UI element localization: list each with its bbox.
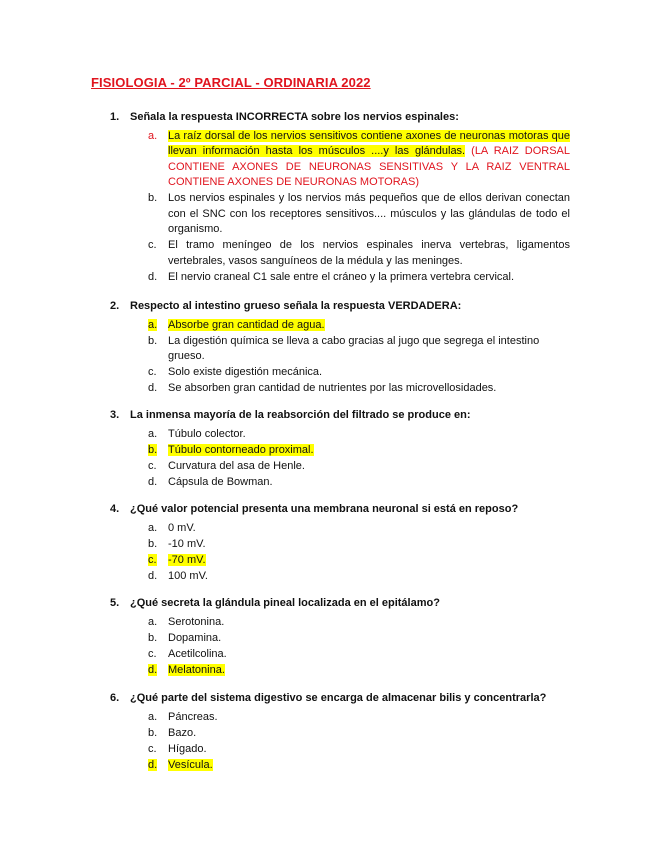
option-c bbox=[148, 553, 570, 569]
options-list bbox=[148, 427, 570, 491]
options-list bbox=[148, 318, 570, 397]
question-2 bbox=[110, 299, 570, 397]
option-text-highlighted: Absorbe gran cantidad de agua. bbox=[168, 318, 325, 331]
option-text: -10 mV. bbox=[168, 537, 206, 550]
option-letter: d. bbox=[148, 382, 158, 394]
option-text: El tramo meníngeo de los nervios espinales inerva vertebras, ligamentos vertebrales, vasos sanguíneos de la médula y las meninges. bbox=[168, 239, 570, 267]
option-a bbox=[148, 318, 570, 334]
option-text-highlighted: Melatonina. bbox=[168, 663, 225, 676]
option-letter: b. bbox=[148, 192, 158, 204]
option-text: El nervio craneal C1 sale entre el cráneo y la primera vertebra cervical. bbox=[168, 270, 515, 283]
option-a bbox=[148, 521, 570, 537]
options-list bbox=[148, 710, 570, 774]
option-text-highlighted: Túbulo contorneado proximal. bbox=[168, 443, 314, 456]
question-text: ¿Qué parte del sistema digestivo se encarga de almacenar bilis y concentrarla? bbox=[130, 692, 547, 704]
option-d bbox=[148, 475, 570, 491]
page-title: FISIOLOGIA - 2º PARCIAL - ORDINARIA 2022 bbox=[91, 75, 371, 90]
option-letter: b. bbox=[148, 334, 158, 347]
option-b bbox=[148, 726, 570, 742]
question-number: 1. bbox=[110, 111, 120, 123]
option-text: Páncreas. bbox=[168, 710, 218, 723]
question-number: 3. bbox=[110, 409, 120, 421]
question-number: 5. bbox=[110, 597, 120, 609]
option-letter: a. bbox=[148, 129, 158, 142]
option-text-highlighted: La raíz dorsal de los nervios sensitivos contiene axones de neuronas motoras que llevan información hasta los músculos ....y las glándulas. bbox=[168, 129, 570, 157]
answer-note: (LA RAIZ DORSAL CONTIENE AXONES DE NEURONAS SENSITIVAS Y LA RAIZ VENTRAL CONTIENE AXONES DE NEURONAS MOTORAS) bbox=[168, 145, 571, 188]
option-letter: c. bbox=[148, 459, 157, 472]
option-letter: c. bbox=[148, 366, 157, 378]
options-list bbox=[148, 129, 570, 286]
option-d bbox=[148, 758, 570, 774]
option-c bbox=[148, 742, 570, 758]
option-letter: d. bbox=[148, 569, 158, 582]
option-letter: c. bbox=[148, 647, 157, 660]
option-text: Dopamina. bbox=[168, 631, 222, 644]
option-a bbox=[148, 710, 570, 726]
option-c bbox=[148, 365, 570, 381]
option-a bbox=[148, 615, 570, 631]
options-list bbox=[148, 521, 570, 585]
option-text: Acetilcolina. bbox=[168, 647, 227, 660]
option-text: Bazo. bbox=[168, 726, 197, 739]
option-letter: a. bbox=[148, 710, 158, 723]
option-d bbox=[148, 270, 570, 286]
question-5 bbox=[110, 596, 570, 678]
option-letter: a. bbox=[148, 427, 158, 440]
question-text: ¿Qué secreta la glándula pineal localizada en el epitálamo? bbox=[130, 597, 440, 609]
option-letter: c. bbox=[148, 742, 157, 755]
question-number: 2. bbox=[110, 300, 120, 312]
option-letter: c. bbox=[148, 239, 157, 251]
option-letter: a. bbox=[148, 521, 158, 534]
option-letter: d. bbox=[148, 475, 158, 488]
option-b bbox=[148, 334, 570, 365]
option-text: Los nervios espinales y los nervios más pequeños que de ellos derivan conectan con el SNC con los receptores sensitivos.... músculos y las glándulas de todo el organismo. bbox=[168, 192, 570, 235]
question-1 bbox=[110, 110, 570, 285]
option-letter: c. bbox=[148, 553, 157, 566]
question-4 bbox=[110, 502, 570, 584]
option-b bbox=[148, 443, 570, 459]
option-text: Se absorben gran cantidad de nutrientes por las microvellosidades. bbox=[168, 382, 497, 394]
option-d bbox=[148, 663, 570, 679]
option-text: Serotonina. bbox=[168, 615, 225, 628]
option-b bbox=[148, 537, 570, 553]
question-text: Respecto al intestino grueso señala la respuesta VERDADERA: bbox=[130, 300, 462, 312]
option-b bbox=[148, 191, 570, 238]
question-text: ¿Qué valor potencial presenta una membrana neuronal si está en reposo? bbox=[130, 503, 519, 515]
option-letter: d. bbox=[148, 270, 158, 283]
option-text: Cápsula de Bowman. bbox=[168, 475, 273, 488]
options-list bbox=[148, 615, 570, 679]
option-letter: a. bbox=[148, 615, 158, 628]
option-text: 100 mV. bbox=[168, 569, 208, 582]
option-d bbox=[148, 381, 570, 397]
option-text: Curvatura del asa de Henle. bbox=[168, 459, 305, 472]
option-d bbox=[148, 569, 570, 585]
option-text: Hígado. bbox=[168, 742, 207, 755]
question-6 bbox=[110, 691, 570, 773]
option-text: Túbulo colector. bbox=[168, 427, 246, 440]
option-letter: a. bbox=[148, 318, 158, 331]
question-text: Señala la respuesta INCORRECTA sobre los nervios espinales: bbox=[130, 111, 459, 123]
question-3 bbox=[110, 408, 570, 490]
question-text: La inmensa mayoría de la reabsorción del filtrado se produce en: bbox=[130, 409, 471, 421]
option-c bbox=[148, 647, 570, 663]
option-letter: d. bbox=[148, 758, 158, 771]
question-number: 6. bbox=[110, 692, 120, 704]
option-letter: b. bbox=[148, 631, 158, 644]
option-c bbox=[148, 459, 570, 475]
option-letter: d. bbox=[148, 663, 158, 676]
option-letter: b. bbox=[148, 443, 158, 456]
option-c bbox=[148, 238, 570, 269]
option-text: La digestión química se lleva a cabo gracias al jugo que segrega el intestino grueso. bbox=[168, 334, 540, 362]
option-a bbox=[148, 427, 570, 443]
option-text-highlighted: Vesícula. bbox=[168, 758, 213, 771]
question-number: 4. bbox=[110, 503, 120, 515]
option-text: Solo existe digestión mecánica. bbox=[168, 366, 323, 378]
option-a bbox=[148, 129, 570, 191]
option-letter: b. bbox=[148, 537, 158, 550]
option-letter: b. bbox=[148, 726, 158, 739]
option-text: 0 mV. bbox=[168, 521, 196, 534]
option-b bbox=[148, 631, 570, 647]
option-text-highlighted: -70 mV. bbox=[168, 553, 206, 566]
